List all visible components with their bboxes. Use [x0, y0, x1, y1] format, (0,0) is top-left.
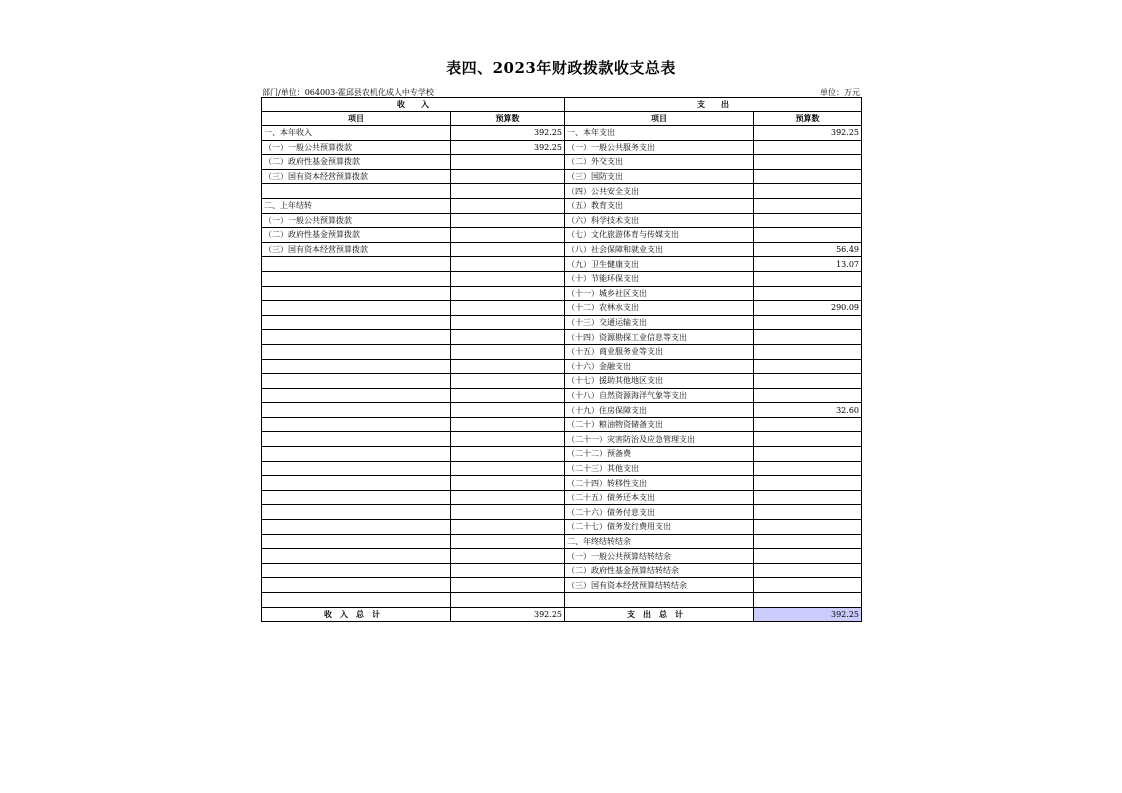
- income-item-cell: [262, 286, 451, 301]
- expense-value-cell: 290.09: [754, 301, 862, 316]
- expense-value-cell: [754, 228, 862, 243]
- table-row: [262, 563, 862, 578]
- expense-item-cell: （十九）住房保障支出: [565, 403, 754, 418]
- income-value-cell: [451, 374, 565, 389]
- expense-item-cell: （二十五）债务还本支出: [565, 490, 754, 505]
- income-value-cell: [451, 417, 565, 432]
- table-row: [262, 490, 862, 505]
- expense-value-cell: [754, 359, 862, 374]
- table-row: [262, 301, 862, 316]
- table-row: [262, 155, 862, 170]
- income-item-cell: [262, 505, 451, 520]
- expense-value-cell: [754, 432, 862, 447]
- income-item-cell: [262, 447, 451, 462]
- expense-item-cell: （二十）粮油物资储备支出: [565, 417, 754, 432]
- expense-value-cell: [754, 374, 862, 389]
- income-item-cell: 一、本年收入: [262, 126, 451, 141]
- expense-item-cell: （九）卫生健康支出: [565, 257, 754, 272]
- table-row: [262, 549, 862, 564]
- expense-item-cell: 一、本年支出: [565, 126, 754, 141]
- table-row: [262, 271, 862, 286]
- income-item-cell: [262, 374, 451, 389]
- income-value-cell: [451, 432, 565, 447]
- expense-value-cell: [754, 169, 862, 184]
- expense-value-cell: [754, 578, 862, 593]
- table-row: [262, 461, 862, 476]
- table-row: [262, 388, 862, 403]
- table-row: [262, 534, 862, 549]
- table-row: [262, 140, 862, 155]
- income-item-cell: [262, 432, 451, 447]
- expense-item-cell: （二十三）其他支出: [565, 461, 754, 476]
- income-item-cell: （二）政府性基金预算拨款: [262, 228, 451, 243]
- income-item-cell: [262, 271, 451, 286]
- expense-value-cell: [754, 593, 862, 608]
- expense-value-cell: [754, 461, 862, 476]
- income-value-cell: [451, 228, 565, 243]
- expense-item-cell: （三）国防支出: [565, 169, 754, 184]
- income-item-cell: [262, 520, 451, 535]
- expense-item-cell: （三）国有资本经营预算结转结余: [565, 578, 754, 593]
- income-item-cell: （三）国有资本经营预算拨款: [262, 169, 451, 184]
- expense-total-label: 支出总计: [565, 607, 754, 622]
- income-value-cell: [451, 213, 565, 228]
- expense-value-cell: [754, 344, 862, 359]
- income-item-cell: [262, 359, 451, 374]
- expense-value-cell: [754, 520, 862, 535]
- income-item-cell: [262, 578, 451, 593]
- income-item-cell: [262, 534, 451, 549]
- expense-value-cell: [754, 388, 862, 403]
- income-item-cell: [262, 549, 451, 564]
- table-row: [262, 593, 862, 608]
- table-row: [262, 447, 862, 462]
- expense-budget-header: 预算数: [754, 112, 862, 126]
- expense-item-cell: [565, 593, 754, 608]
- income-budget-header: 预算数: [451, 112, 565, 126]
- table-row: [262, 330, 862, 345]
- expense-value-cell: [754, 140, 862, 155]
- expense-item-cell: （五）教育支出: [565, 198, 754, 213]
- expense-value-cell: 392.25: [754, 126, 862, 141]
- budget-table: [261, 97, 862, 622]
- table-row: [262, 578, 862, 593]
- expense-value-cell: [754, 213, 862, 228]
- table-row: [262, 169, 862, 184]
- expense-item-cell: （二）外交支出: [565, 155, 754, 170]
- expense-item-cell: （十五）商业服务业等支出: [565, 344, 754, 359]
- table-row: [262, 286, 862, 301]
- income-total-label: 收入总计: [262, 607, 451, 622]
- expense-item-cell: （一）一般公共服务支出: [565, 140, 754, 155]
- income-item-cell: （一）一般公共预算拨款: [262, 213, 451, 228]
- income-value-cell: [451, 242, 565, 257]
- income-value-cell: [451, 461, 565, 476]
- income-value-cell: [451, 301, 565, 316]
- income-total-value: 392.25: [451, 607, 565, 622]
- income-value-cell: [451, 271, 565, 286]
- expense-item-cell: （二十四）转移性支出: [565, 476, 754, 491]
- income-item-cell: [262, 257, 451, 272]
- income-item-cell: [262, 403, 451, 418]
- income-item-cell: [262, 184, 451, 199]
- income-item-cell: [262, 593, 451, 608]
- income-value-cell: [451, 344, 565, 359]
- expense-value-cell: [754, 563, 862, 578]
- expense-value-cell: 56.49: [754, 242, 862, 257]
- income-item-cell: [262, 461, 451, 476]
- expense-value-cell: [754, 155, 862, 170]
- income-value-cell: [451, 330, 565, 345]
- table-row: [262, 417, 862, 432]
- income-value-cell: 392.25: [451, 126, 565, 141]
- table-row: [262, 242, 862, 257]
- table-row: [262, 344, 862, 359]
- expense-value-cell: [754, 271, 862, 286]
- expense-value-cell: 13.07: [754, 257, 862, 272]
- table-row: [262, 198, 862, 213]
- income-value-cell: [451, 155, 565, 170]
- expense-item-cell: （十四）资源勘探工业信息等支出: [565, 330, 754, 345]
- table-row: [262, 315, 862, 330]
- page-title: 表四、2023年财政拨款收支总表: [446, 59, 676, 77]
- table-row: [262, 476, 862, 491]
- expense-item-cell: （八）社会保障和就业支出: [565, 242, 754, 257]
- expense-item-cell: （二十七）债务发行费用支出: [565, 520, 754, 535]
- income-value-cell: [451, 476, 565, 491]
- income-value-cell: [451, 198, 565, 213]
- expense-value-cell: [754, 286, 862, 301]
- expense-value-cell: [754, 315, 862, 330]
- income-item-header: 项目: [262, 112, 451, 126]
- expense-item-cell: （十）节能环保支出: [565, 271, 754, 286]
- income-value-cell: [451, 534, 565, 549]
- income-value-cell: [451, 549, 565, 564]
- table-row: [262, 505, 862, 520]
- expense-value-cell: [754, 476, 862, 491]
- expense-section-header: 支 出: [565, 98, 862, 112]
- expense-value-cell: [754, 330, 862, 345]
- expense-value-cell: [754, 549, 862, 564]
- expense-item-cell: （六）科学技术支出: [565, 213, 754, 228]
- income-value-cell: [451, 286, 565, 301]
- income-item-cell: [262, 476, 451, 491]
- income-value-cell: [451, 490, 565, 505]
- expense-total-value: 392.25: [754, 607, 862, 622]
- expense-item-cell: （十八）自然资源海洋气象等支出: [565, 388, 754, 403]
- expense-value-cell: [754, 490, 862, 505]
- table-row: [262, 403, 862, 418]
- expense-value-cell: [754, 417, 862, 432]
- income-item-cell: [262, 388, 451, 403]
- expense-item-cell: （十三）交通运输支出: [565, 315, 754, 330]
- income-value-cell: [451, 257, 565, 272]
- expense-item-header: 项目: [565, 112, 754, 126]
- income-value-cell: [451, 388, 565, 403]
- income-value-cell: [451, 447, 565, 462]
- expense-item-cell: （二十六）债务付息支出: [565, 505, 754, 520]
- table-row: [262, 359, 862, 374]
- income-item-cell: [262, 315, 451, 330]
- income-item-cell: [262, 330, 451, 345]
- income-section-header: 收 入: [262, 98, 565, 112]
- table-row: [262, 126, 862, 141]
- table-row: [262, 374, 862, 389]
- table-row: [262, 432, 862, 447]
- expense-item-cell: （四）公共安全支出: [565, 184, 754, 199]
- income-item-cell: （三）国有资本经营预算拨款: [262, 242, 451, 257]
- income-item-cell: [262, 301, 451, 316]
- income-value-cell: [451, 403, 565, 418]
- income-value-cell: [451, 359, 565, 374]
- income-item-cell: [262, 417, 451, 432]
- income-value-cell: [451, 520, 565, 535]
- income-item-cell: 二、上年结转: [262, 198, 451, 213]
- expense-item-cell: （十二）农林水支出: [565, 301, 754, 316]
- expense-item-cell: （七）文化旅游体育与传媒支出: [565, 228, 754, 243]
- table-row: [262, 228, 862, 243]
- expense-item-cell: （十一）城乡社区支出: [565, 286, 754, 301]
- expense-item-cell: 二、年终结转结余: [565, 534, 754, 549]
- income-value-cell: [451, 169, 565, 184]
- income-item-cell: （二）政府性基金预算拨款: [262, 155, 451, 170]
- income-item-cell: （一）一般公共预算拨款: [262, 140, 451, 155]
- expense-item-cell: （二十二）预备费: [565, 447, 754, 462]
- income-item-cell: [262, 344, 451, 359]
- table-row: [262, 257, 862, 272]
- expense-item-cell: （二十一）灾害防治及应急管理支出: [565, 432, 754, 447]
- expense-value-cell: [754, 447, 862, 462]
- income-item-cell: [262, 490, 451, 505]
- table-row: [262, 520, 862, 535]
- income-value-cell: [451, 578, 565, 593]
- table-row: [262, 184, 862, 199]
- income-value-cell: [451, 593, 565, 608]
- income-item-cell: [262, 563, 451, 578]
- column-header-row: [262, 112, 862, 126]
- expense-value-cell: [754, 184, 862, 199]
- expense-value-cell: [754, 198, 862, 213]
- expense-item-cell: （二）政府性基金预算结转结余: [565, 563, 754, 578]
- income-value-cell: [451, 505, 565, 520]
- income-value-cell: 392.25: [451, 140, 565, 155]
- expense-item-cell: （一）一般公共预算结转结余: [565, 549, 754, 564]
- expense-value-cell: [754, 534, 862, 549]
- section-header-row: [262, 98, 862, 112]
- unit-label: 单位：万元: [820, 88, 860, 97]
- department-label: 部门/单位：064003-霍邱县农机化成人中专学校: [262, 88, 434, 97]
- expense-value-cell: 32.60: [754, 403, 862, 418]
- expense-value-cell: [754, 505, 862, 520]
- expense-item-cell: （十七）援助其他地区支出: [565, 374, 754, 389]
- total-row: [262, 607, 862, 622]
- expense-item-cell: （十六）金融支出: [565, 359, 754, 374]
- income-value-cell: [451, 184, 565, 199]
- income-value-cell: [451, 315, 565, 330]
- income-value-cell: [451, 563, 565, 578]
- table-row: [262, 213, 862, 228]
